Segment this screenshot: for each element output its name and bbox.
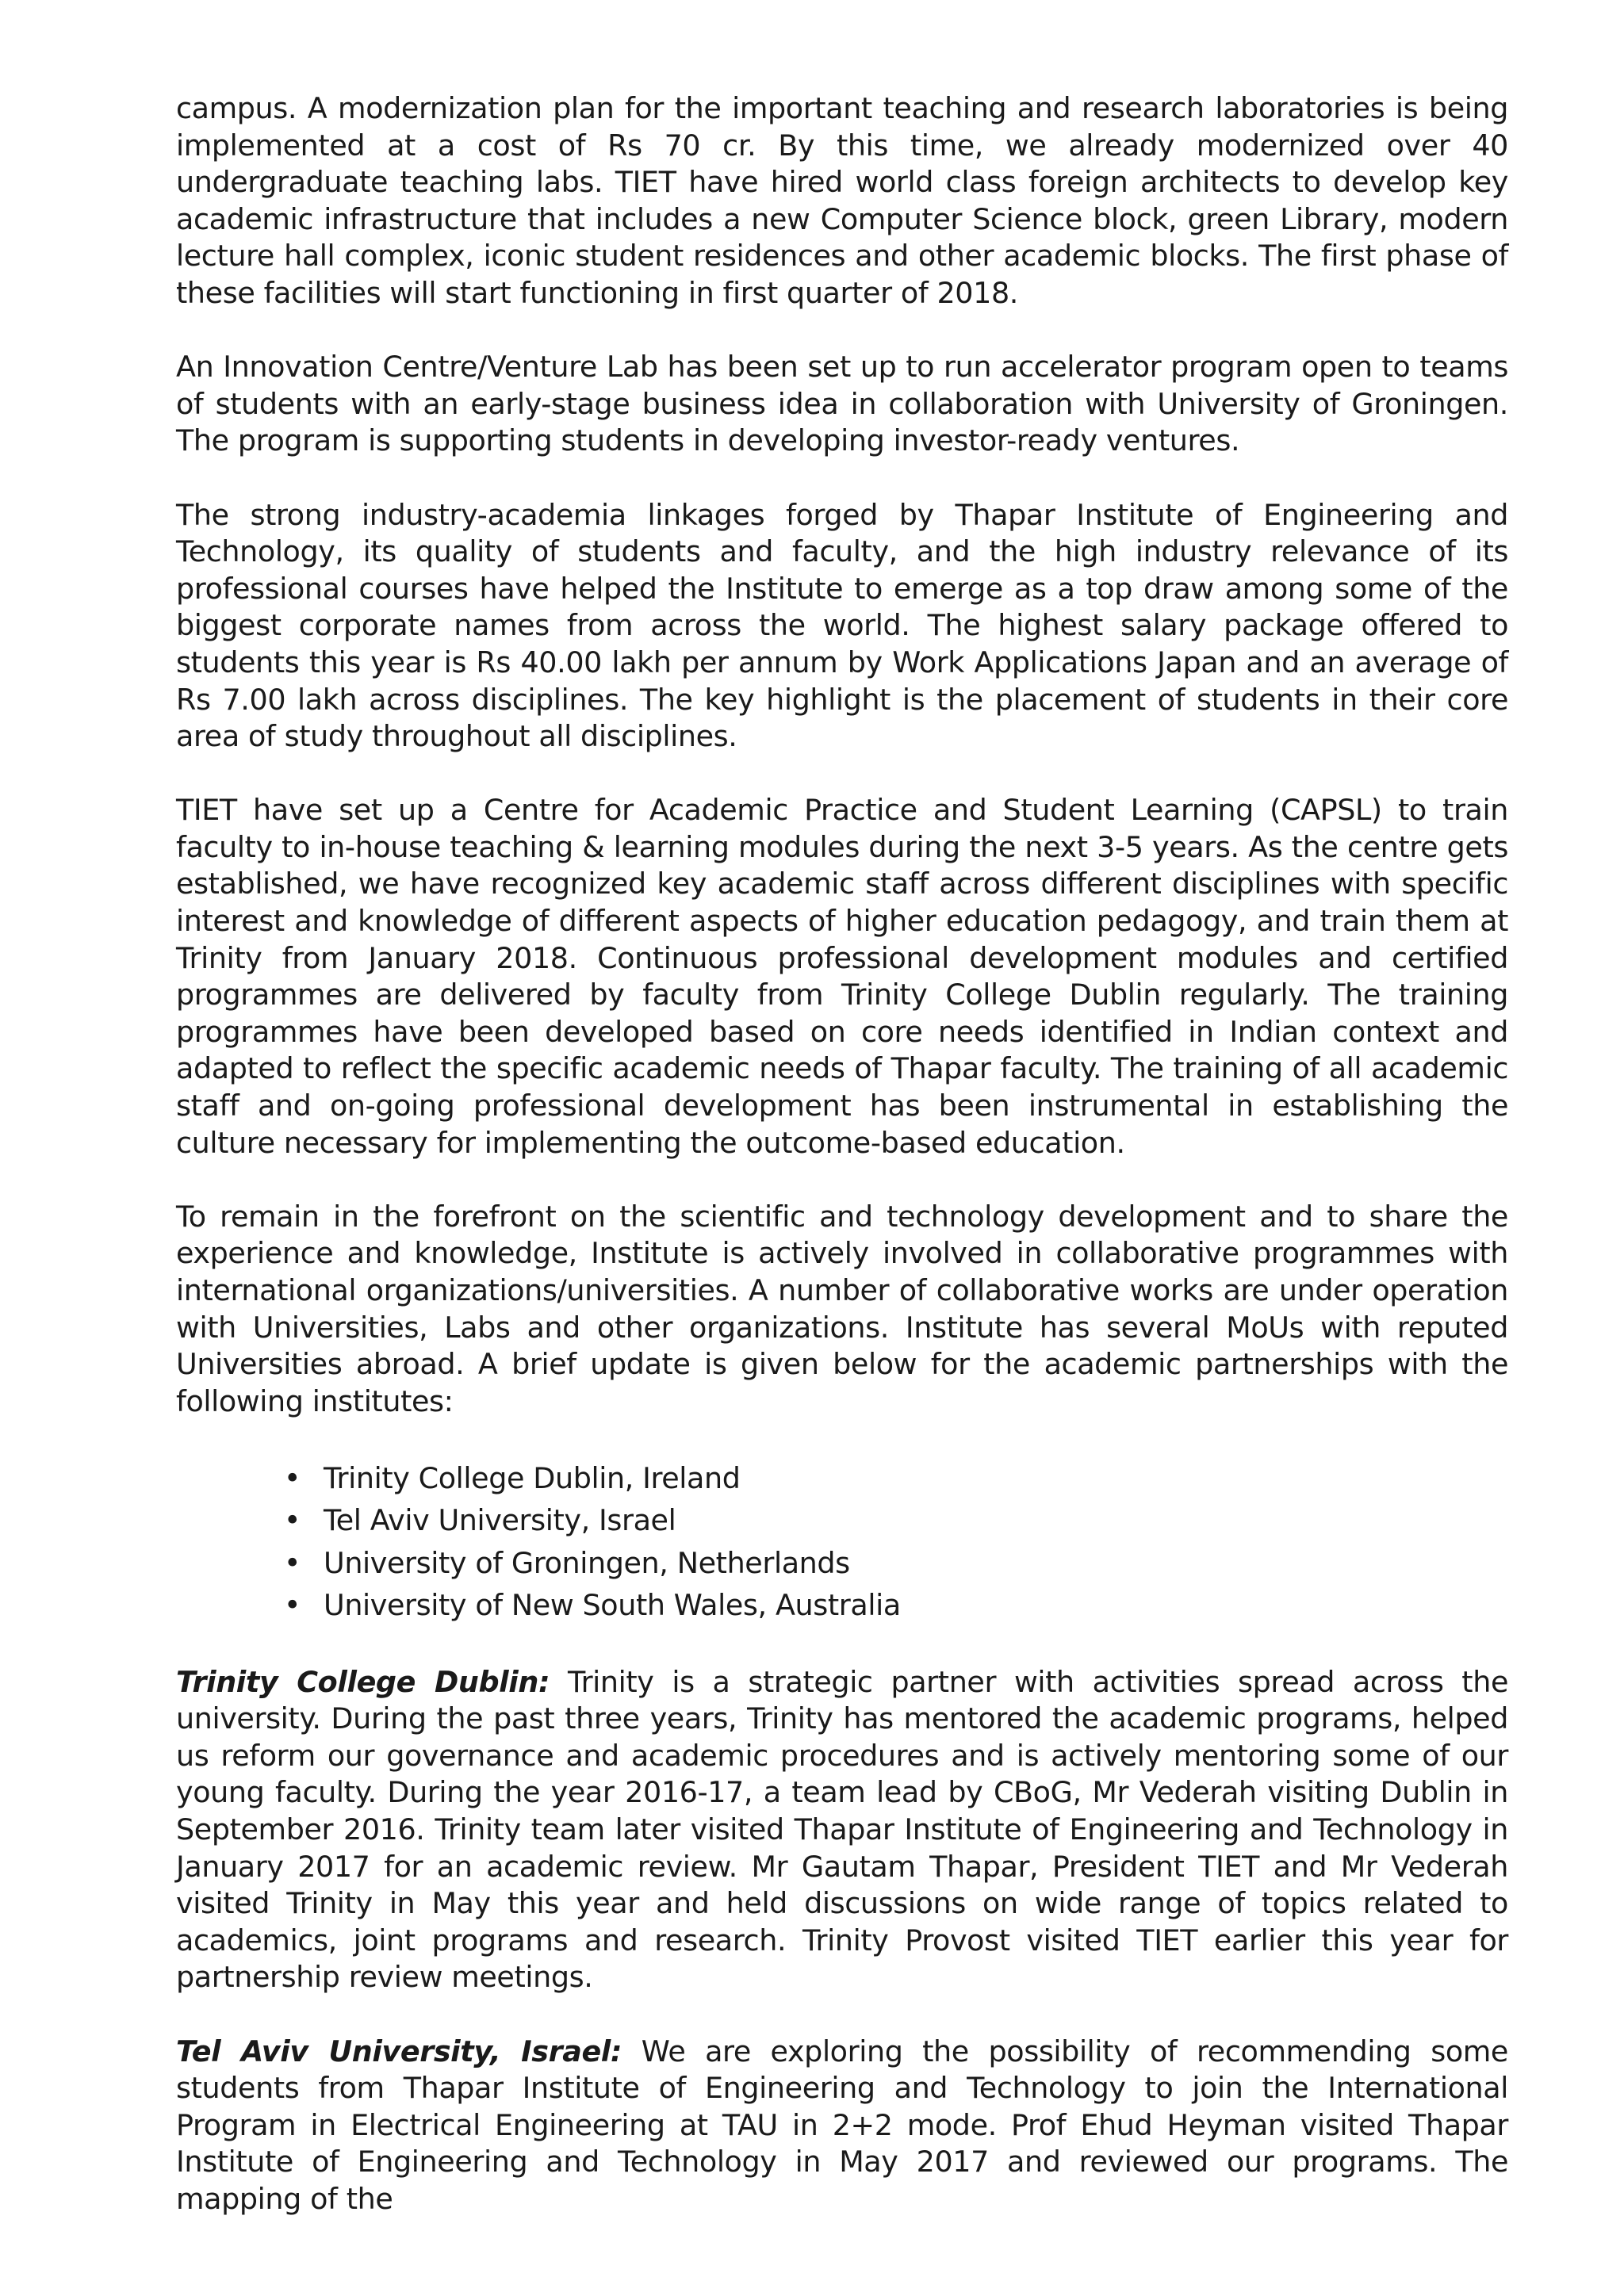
- paragraph-collaborations: To remain in the forefront on the scientific and technology development and to share the experience and knowledge, Institute is actively involved in collaborative programmes with international organizations/universities. A number of collaborative works are under operation with Universities, Labs and other organizations. Institute has several MoUs with reputed Universities abroad. A brief update is given below for the academic partnerships with the following institutes:: [176, 1199, 1508, 1418]
- paragraph-tel-aviv: [176, 2034, 1508, 2218]
- paragraph-industry-placements: The strong industry-academia linkages forged by Thapar Institute of Engineering and Technology, its quality of students and faculty, and the high industry relevance of its professional courses have helped the Institute to emerge as a top draw among some of the biggest corporate names from across the world. The highest salary package offered to students this year is Rs 40.00 lakh per annum by Work Applications Japan and an average of Rs 7.00 lakh across disciplines. The key highlight is the placement of students in their core area of study throughout all disciplines.: [176, 497, 1508, 754]
- trinity-text: Trinity is a strategic partner with activities spread across the university. During the past three years, Trinity has mentored the academic programs, helped us reform our governance and academic procedures and is actively mentoring some of our young faculty. During the year 2016-17, a team lead by CBoG, Mr Vederah visiting Dublin in September 2016. Trinity team later visited Thapar Institute of Engineering and Technology in January 2017 for an academic review. Mr Gautam Thapar, President TIET and Mr Vederah visited Trinity in May this year and held discussions on wide range of topics related to academics, joint programs and research. Trinity Provost visited TIET earlier this year for partnership review meetings.: [176, 1664, 1509, 1995]
- tel-aviv-text: We are exploring the possibility of recommending some students from Thapar Institute of Engineering and Technology to join the International Program in Electrical Engineering at TAU in 2+2 mode. Prof Ehud Heyman visited Thapar Institute of Engineering and Technology in May 2017 and reviewed our programs. The mapping of the: [176, 2034, 1508, 2216]
- list-item: • University of Groningen, Netherlands: [324, 1542, 1508, 1585]
- paragraph-capsl: TIET have set up a Centre for Academic Practice and Student Learning (CAPSL) to train faculty to in-house teaching & learning modules during the next 3-5 years. As the centre gets established, we have recognized key academic staff across different disciplines with specific interest and knowledge of different aspects of higher education pedagogy, and train them at Trinity from January 2018. Continuous professional development modules and certified programmes are delivered by faculty from Trinity College Dublin regularly. The training programmes have been developed based on core needs identified in Indian context and adapted to reflect the specific academic needs of Thapar faculty. The training of all academic staff and on-going professional development has been instrumental in establishing the culture necessary for implementing the outcome-based education.: [176, 793, 1508, 1160]
- paragraph-innovation-centre: An Innovation Centre/Venture Lab has been set up to run accelerator program open to teams of students with an early-stage business idea in collaboration with University of Groningen. The program is supporting students in developing investor-ready ventures.: [176, 350, 1508, 458]
- paragraph-trinity: [176, 1664, 1508, 1996]
- list-item: • University of New South Wales, Australia: [324, 1584, 1508, 1627]
- trinity-heading: Trinity College Dublin:: [176, 1664, 550, 1699]
- document-body: [176, 90, 1508, 2218]
- tel-aviv-heading: Tel Aviv University, Israel:: [176, 2034, 622, 2068]
- list-item: • Trinity College Dublin, Ireland: [324, 1457, 1508, 1500]
- partner-list: [176, 1457, 1508, 1627]
- paragraph-campus-modernization: campus. A modernization plan for the important teaching and research laboratories is being implemented at a cost of Rs 70 cr. By this time, we already modernized over 40 undergraduate teaching labs. TIET have hired world class foreign architects to develop key academic infrastructure that includes a new Computer Science block, green Library, modern lecture hall complex, iconic student residences and other academic blocks. The first phase of these facilities will start functioning in first quarter of 2018.: [176, 91, 1508, 310]
- list-item: • Tel Aviv University, Israel: [324, 1499, 1508, 1542]
